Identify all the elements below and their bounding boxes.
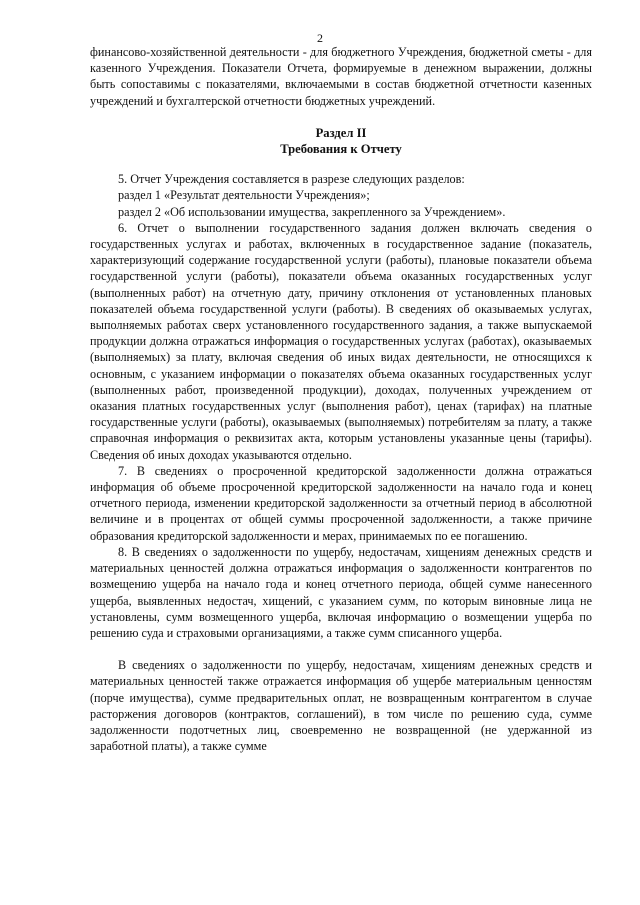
paragraph-6: 6. Отчет о выполнении государственного задания должен включать сведения о государственных услугах и работах, включенных в государственное задание (показатель, характеризующий содержание государственной услуги (работы), плановые показатели объема государственной услуги (работы), показатели объема оказанных государственных услуг (выполненных работ) на отчетную дату, причину отклонения от установленных плановых показателей объема государственной услуги (работы). В сведениях об оказываемых услугах, выполняемых работах сверх установленного государственного задания, а также выпускаемой продукции должна отражаться информация о государственных услугах (работах), оказываемых (выполняемых) за плату, включая сведения об иных видах деятельности, не относящихся к основным, с указанием информации о показателях объема оказанных государственных услуг (выполненных работ, произведенной продукции), доходах, полученных учреждением от оказания платных государственных услуг (выполнения работ), ценах (тарифах) на платные государственные услуги (работы), оказываемых (выполняемых) потребителям за плату, а также справочная информация о реквизитах акта, которым установлены указанные цены (тарифы). Сведения об иных доходах указываются отдельно. xyxy=(90,220,592,462)
section-subtitle: Требования к Отчету xyxy=(280,142,402,157)
paragraph-5: 5. Отчет Учреждения составляется в разрезе следующих разделов: xyxy=(118,172,465,187)
paragraph-5-section-2: раздел 2 «Об использовании имущества, закрепленного за Учреждением». xyxy=(118,204,506,219)
paragraph-spacer xyxy=(90,641,592,657)
section-heading xyxy=(90,125,592,157)
document-body xyxy=(90,44,592,754)
paragraph-9: В сведениях о задолженности по ущербу, недостачам, хищениям денежных средств и материальных ценностей также отражается информация об ущербе материальным ценностям (порче имущества), сумме предварительных оплат, не возвращенным контрагентом в случае расторжения договоров (контрактов, соглашений), в том числе по решению суда, сумме задолженности подотчетных лиц, своевременно не возвращенной (не удержанной из заработной платы), а также сумме xyxy=(90,658,592,754)
paragraph-7: 7. В сведениях о просроченной кредиторской задолженности должна отражаться информация об объеме просроченной кредиторской задолженности на начало года и конец отчетного периода, изменении кредиторской задолженности за отчетный период в абсолютной величине и в процентах от общей суммы просроченной задолженности, а также причине образования кредиторской задолженности и мерах, принимаемых по ее погашению. xyxy=(90,463,592,543)
paragraph-8: 8. В сведениях о задолженности по ущербу, недостачам, хищениям денежных средств и материальных ценностей должна отражаться информация о задолженности контрагентов по возмещению ущерба на начало года и конец отчетного периода, общей сумме нанесенного ущерба, выявленных недостач, хищений, с указанием сумм, по которым виновные лица не установлены, сумм возмещенного ущерба, включая информацию о возмещении ущерба по решению суда и страховыми организациями, а также сумм списанного ущерба. xyxy=(90,544,592,640)
intro-paragraph: финансово-хозяйственной деятельности - для бюджетного Учреждения, бюджетной сметы - для казенного Учреждения. Показатели Отчета, формируемые в денежном выражении, должны быть сопоставимы с показателями, включаемыми в состав бюджетной отчетности казенных учреждений и бухгалтерской отчетности бюджетных учреждений. xyxy=(90,45,592,108)
section-title: Раздел II xyxy=(315,125,367,140)
page-number: 2 xyxy=(317,31,323,45)
paragraph-5-section-1: раздел 1 «Результат деятельности Учреждения»; xyxy=(118,188,370,203)
